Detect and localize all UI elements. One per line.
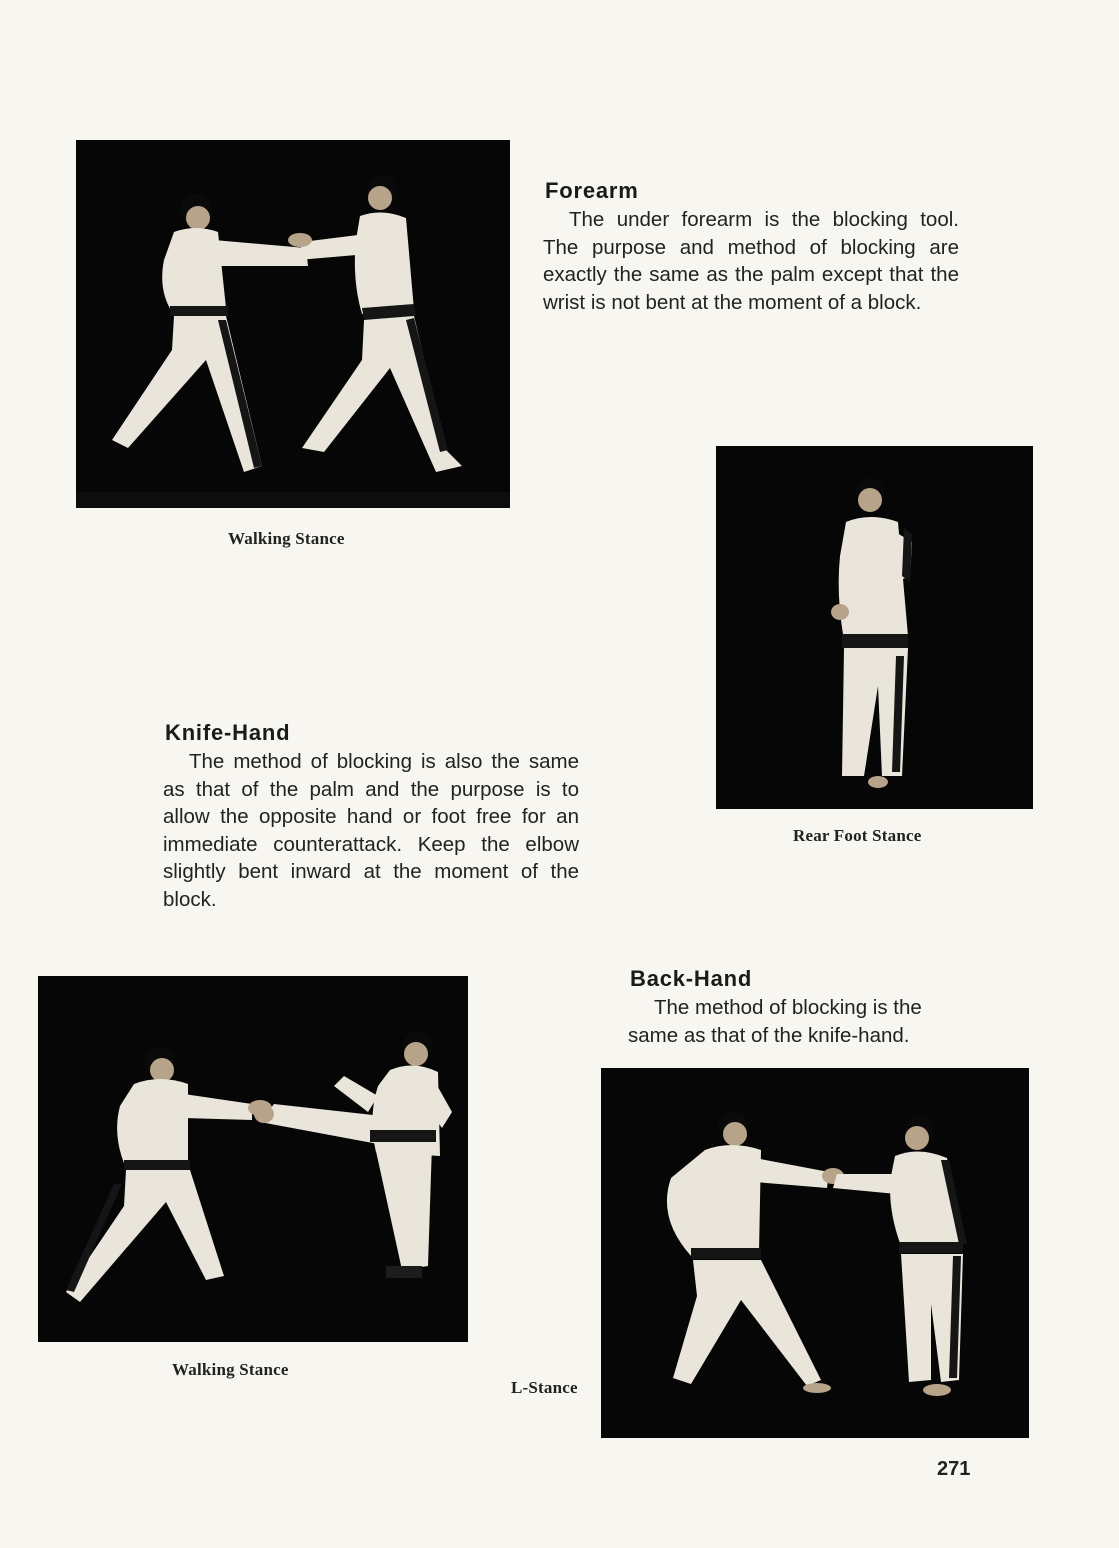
knife-hand-line-2: same as that of the palm and the xyxy=(163,750,580,801)
knife-hand-line-4: hand or foot free for an immediate xyxy=(163,805,579,856)
forearm-paragraph xyxy=(543,206,959,316)
knife-hand-line-7: of the block. xyxy=(163,860,579,911)
photo-l-stance xyxy=(601,1068,1029,1438)
heading-knife-hand: Knife-Hand xyxy=(165,720,291,745)
page-number: 271 xyxy=(937,1458,971,1480)
knife-hand-line-6: slightly bent inward at the moment xyxy=(163,860,509,883)
l-stance-figures xyxy=(601,1068,1029,1438)
photo-rear-foot-stance xyxy=(716,446,1033,809)
forearm-block-figures xyxy=(76,140,510,508)
heading-forearm: Forearm xyxy=(545,178,639,203)
caption-rear-foot-stance: Rear Foot Stance xyxy=(793,826,922,845)
back-hand-paragraph xyxy=(628,994,1008,1049)
back-hand-line-2: same as that of the knife-hand. xyxy=(628,1023,910,1047)
heading-back-hand: Back-Hand xyxy=(630,966,753,991)
kick-block-figures xyxy=(38,976,468,1342)
caption-l-stance: L-Stance xyxy=(511,1378,578,1397)
knife-hand-line-5: counterattack. Keep the elbow xyxy=(273,832,579,856)
forearm-line-5: at the moment of a block. xyxy=(691,290,922,314)
forearm-line-2: tool. The purpose and method of xyxy=(543,208,959,259)
caption-walking-stance-2: Walking Stance xyxy=(172,1360,289,1379)
rear-foot-stance-figure xyxy=(716,446,1033,809)
knife-hand-line-3: purpose is to allow the opposite xyxy=(163,777,580,828)
knife-hand-paragraph xyxy=(163,748,579,913)
knife-hand-line-1: The method of blocking is also the xyxy=(189,750,520,773)
photo-walking-stance-kick-block xyxy=(38,976,468,1342)
forearm-line-1: The under forearm is the blocking xyxy=(569,208,908,231)
caption-walking-stance-1: Walking Stance xyxy=(228,529,345,548)
photo-walking-stance-forearm-block xyxy=(76,140,510,508)
forearm-line-3: blocking are exactly the same as the xyxy=(543,235,960,286)
back-hand-line-1: The method of blocking is the xyxy=(654,996,922,1019)
forearm-line-4: palm except that the wrist is not bent xyxy=(543,263,959,314)
